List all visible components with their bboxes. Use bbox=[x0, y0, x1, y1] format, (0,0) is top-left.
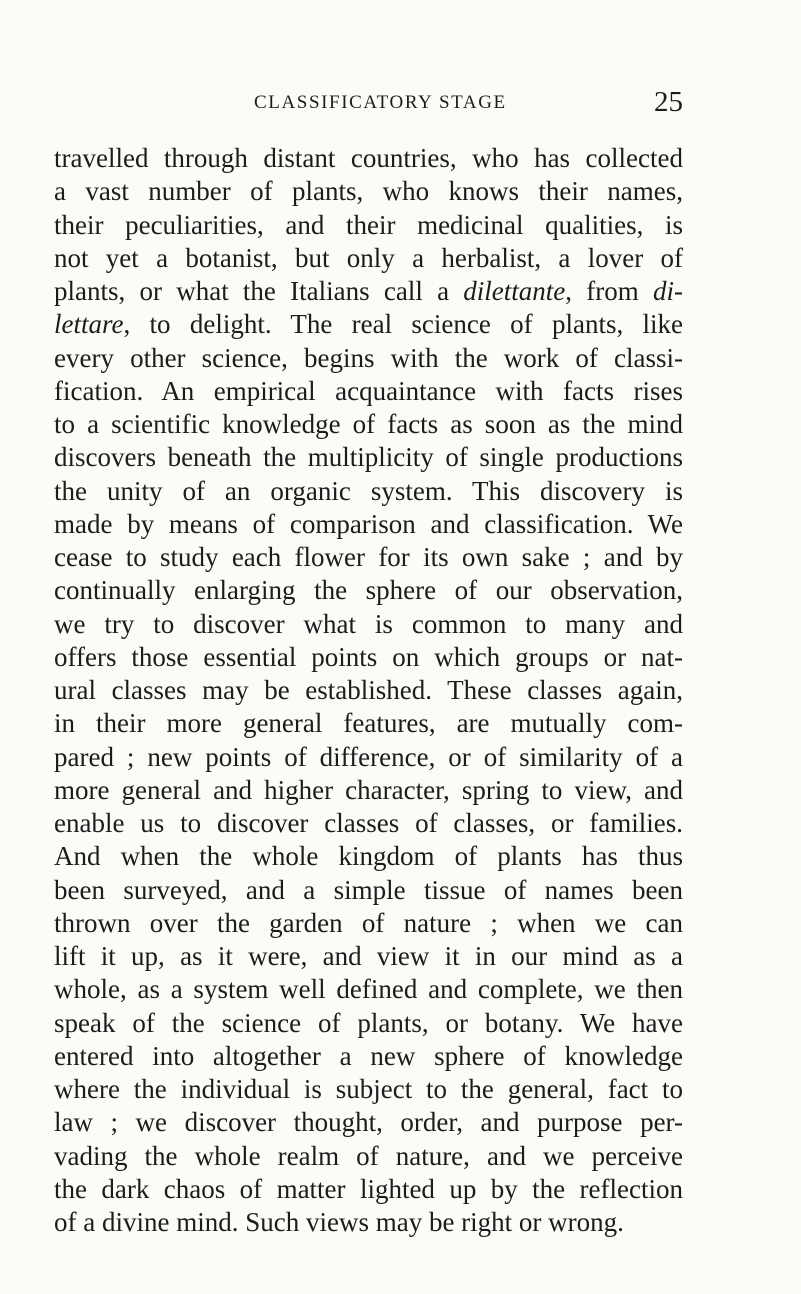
text-run: entered into altogether a new sphere of knowledge bbox=[54, 1040, 683, 1071]
text-line bbox=[54, 375, 683, 408]
text-run: a vast number of plants, who knows their names, bbox=[54, 176, 683, 207]
text-run: offers those essential points on which groups or nat- bbox=[54, 641, 683, 672]
text-run: travelled through distant countries, who has collected bbox=[54, 143, 683, 173]
text-line bbox=[54, 840, 683, 873]
text-line bbox=[54, 1206, 683, 1239]
text-run: continually enlarging the sphere of our observation, bbox=[54, 575, 683, 606]
running-title: CLASSIFICATORY STAGE bbox=[254, 92, 507, 113]
text-run: whole, as a system well defined and complete, we then bbox=[54, 974, 683, 1005]
text-line bbox=[54, 674, 683, 707]
text-run: thrown over the garden of nature ; when we can bbox=[54, 907, 683, 938]
italic-term: lettare bbox=[54, 309, 124, 340]
text-run: in their more general features, are mutually com- bbox=[54, 708, 683, 739]
text-run: cease to study each flower for its own sake ; and by bbox=[54, 542, 683, 572]
text-run: , from bbox=[565, 276, 653, 306]
text-line bbox=[54, 475, 683, 508]
text-run: we try to discover what is common to many and bbox=[54, 608, 683, 639]
text-line bbox=[54, 142, 683, 175]
text-line bbox=[54, 774, 683, 807]
text-line bbox=[54, 342, 683, 375]
text-line bbox=[54, 874, 683, 907]
text-line bbox=[54, 1173, 683, 1206]
text-line bbox=[54, 608, 683, 641]
text-line bbox=[54, 907, 683, 940]
text-line bbox=[54, 641, 683, 674]
text-line bbox=[54, 741, 683, 774]
text-run: where the individual is subject to the general, fact to bbox=[54, 1074, 683, 1104]
text-line bbox=[54, 1073, 683, 1106]
text-run: to a scientific knowledge of facts as soon as the mind bbox=[54, 409, 683, 439]
text-line bbox=[54, 209, 683, 242]
text-run: pared ; new points of difference, or of similarity of a bbox=[54, 741, 683, 772]
page-number: 25 bbox=[654, 86, 683, 118]
text-line bbox=[54, 441, 683, 474]
text-line bbox=[54, 1140, 683, 1173]
text-line bbox=[54, 807, 683, 840]
text-line bbox=[54, 308, 683, 341]
text-run: not yet a botanist, but only a herbalist, a lover of bbox=[54, 242, 683, 273]
text-line bbox=[54, 175, 683, 208]
text-line bbox=[54, 940, 683, 973]
text-run: of a divine mind. Such views may be right or wrong. bbox=[54, 1207, 624, 1237]
text-line bbox=[54, 508, 683, 541]
text-run: the unity of an organic system. This discovery is bbox=[54, 475, 683, 506]
text-line bbox=[54, 1106, 683, 1139]
running-head bbox=[54, 86, 683, 126]
text-run: lift it up, as it were, and view it in our mind as a bbox=[54, 941, 683, 971]
text-line bbox=[54, 1040, 683, 1073]
text-line bbox=[54, 242, 683, 275]
text-run: And when the whole kingdom of plants has thus bbox=[54, 841, 683, 872]
text-run: speak of the science of plants, or botany. We have bbox=[54, 1007, 683, 1038]
text-run: enable us to discover classes of classes, or families. bbox=[54, 808, 683, 838]
text-run: law ; we discover thought, order, and purpose per- bbox=[54, 1107, 683, 1138]
text-run: made by means of comparison and classification. We bbox=[54, 508, 683, 539]
text-run: discovers beneath the multiplicity of single productions bbox=[54, 442, 683, 473]
text-line bbox=[54, 574, 683, 607]
italic-term: di- bbox=[653, 276, 683, 306]
text-run: every other science, begins with the work of classi- bbox=[54, 342, 683, 373]
text-run: fication. An empirical acquaintance with facts rises bbox=[54, 375, 683, 406]
text-run: , to delight. The real science of plants, like bbox=[123, 309, 683, 340]
italic-term: dilettante bbox=[463, 276, 566, 306]
text-line bbox=[54, 707, 683, 740]
text-run: their peculiarities, and their medicinal qualities, is bbox=[54, 209, 683, 240]
text-run: plants, or what the Italians call a bbox=[54, 276, 464, 306]
body-paragraph bbox=[54, 142, 683, 1239]
text-run: more general and higher character, spring to view, and bbox=[54, 774, 683, 805]
text-line bbox=[54, 541, 683, 574]
text-run: vading the whole realm of nature, and we perceive bbox=[54, 1140, 683, 1171]
text-line bbox=[54, 973, 683, 1006]
text-line bbox=[54, 1007, 683, 1040]
text-run: been surveyed, and a simple tissue of names been bbox=[54, 874, 683, 905]
text-line bbox=[54, 408, 683, 441]
text-run: the dark chaos of matter lighted up by the reflection bbox=[54, 1173, 683, 1204]
text-run: ural classes may be established. These classes again, bbox=[54, 675, 683, 705]
text-line bbox=[54, 275, 683, 308]
